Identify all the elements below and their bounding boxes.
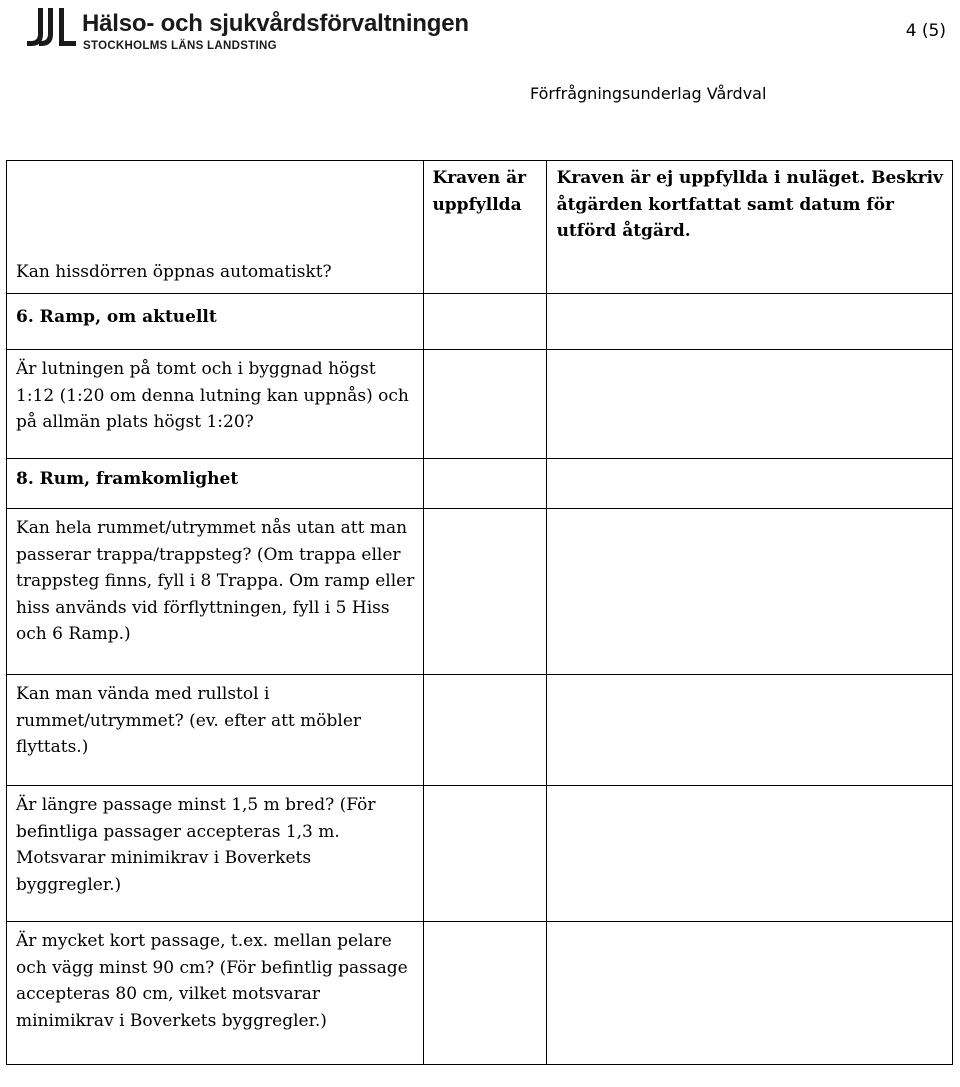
- table-row: [7, 786, 953, 922]
- action-description-cell[interactable]: [546, 786, 952, 922]
- section-row: [7, 459, 953, 509]
- action-description-cell[interactable]: [546, 350, 952, 459]
- document-title: Förfrågningsunderlag Vårdval: [530, 84, 767, 103]
- section-heading: 6. Ramp, om aktuellt: [16, 307, 217, 327]
- action-description-cell[interactable]: [546, 922, 952, 1065]
- question-text: Är längre passage minst 1,5 m bred? (För befintliga passager accepteras 1,3 m. Motsvarar minimikrav i Boverkets byggregler.): [16, 795, 376, 895]
- table-row: [7, 922, 953, 1065]
- question-cell: [7, 922, 424, 1065]
- question-text: Kan hissdörren öppnas automatiskt?: [16, 261, 332, 282]
- section-row: [7, 294, 953, 350]
- action-description-cell[interactable]: [546, 675, 952, 786]
- question-cell: [7, 350, 424, 459]
- organization-logo: [26, 6, 486, 52]
- organization-subtitle: STOCKHOLMS LÄNS LANDSTING: [83, 40, 277, 52]
- section-cell: [7, 459, 424, 509]
- section-heading: 8. Rum, framkomlighet: [16, 469, 239, 489]
- action-description-cell[interactable]: [546, 459, 952, 509]
- requirements-not-met-header: [546, 161, 952, 294]
- question-cell: [7, 509, 424, 675]
- action-description-cell[interactable]: [546, 294, 952, 350]
- table-row: [7, 675, 953, 786]
- action-description-cell[interactable]: [546, 509, 952, 675]
- requirements-not-met-label: Kraven är ej uppfyllda i nuläget. Beskriv åtgärden kortfattat samt datum för utförd åtgärd.: [556, 168, 943, 241]
- requirements-met-cell[interactable]: [424, 675, 546, 786]
- table-row: [7, 161, 953, 294]
- question-text: Är lutningen på tomt och i byggnad högst 1:12 (1:20 om denna lutning kan uppnås) och på allmän plats högst 1:20?: [16, 359, 409, 432]
- question-cell: [7, 161, 424, 294]
- requirements-met-cell[interactable]: [424, 350, 546, 459]
- section-cell: [7, 294, 424, 350]
- question-text: Kan hela rummet/utrymmet nås utan att man passerar trappa/trappsteg? (Om trappa eller trappsteg finns, fyll i 8 Trappa. Om ramp eller hiss används vid förflyttningen, fyll i 5 Hiss och 6 Ramp.): [16, 518, 415, 644]
- question-text: Kan man vända med rullstol i rummet/utrymmet? (ev. efter att möbler flyttats.): [16, 684, 362, 757]
- requirements-met-cell[interactable]: [424, 459, 546, 509]
- requirements-met-cell[interactable]: [424, 922, 546, 1065]
- requirements-met-header: [424, 161, 546, 294]
- checklist-table: [6, 160, 953, 1065]
- organization-name: Hälso- och sjukvårdsförvaltningen: [82, 10, 469, 37]
- requirements-met-cell[interactable]: [424, 509, 546, 675]
- sll-logo-icon: [26, 6, 78, 50]
- page-number: 4 (5): [905, 21, 946, 41]
- question-cell: [7, 675, 424, 786]
- question-text: Är mycket kort passage, t.ex. mellan pelare och vägg minst 90 cm? (För befintlig passage accepteras 80 cm, vilket motsvarar minimikrav i Boverkets byggregler.): [16, 931, 408, 1031]
- question-cell: [7, 786, 424, 922]
- table-row: [7, 509, 953, 675]
- requirements-met-label: Kraven är uppfyllda: [432, 168, 527, 215]
- requirements-met-cell[interactable]: [424, 786, 546, 922]
- table-row: [7, 350, 953, 459]
- requirements-met-cell[interactable]: [424, 294, 546, 350]
